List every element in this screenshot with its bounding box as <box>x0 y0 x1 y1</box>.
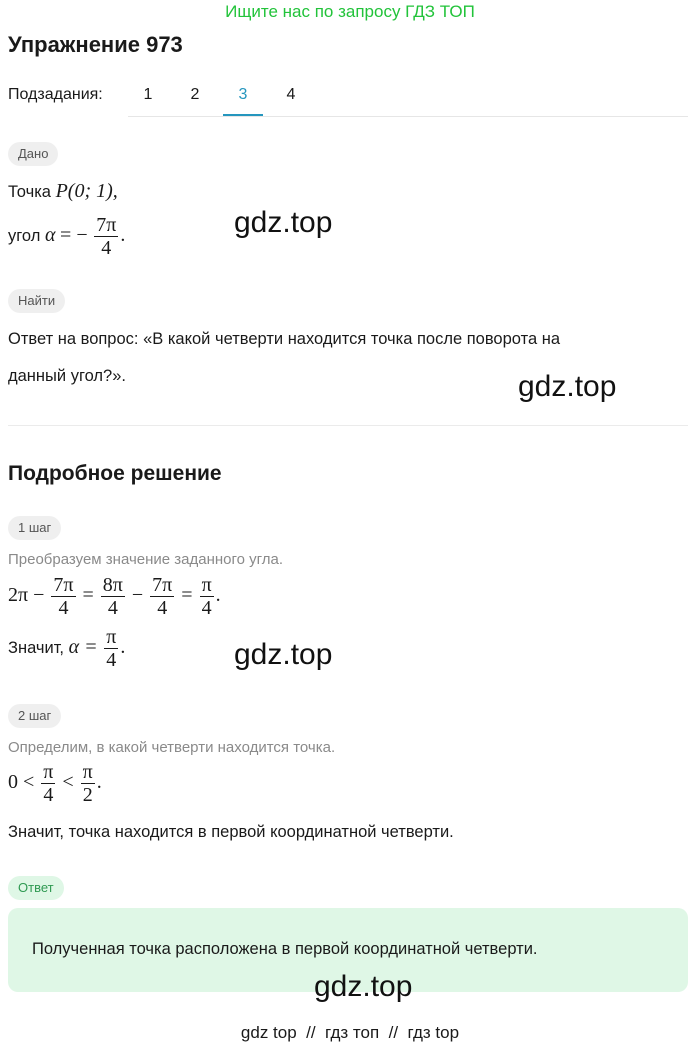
step2-badge: 2 шаг <box>8 704 61 728</box>
find-badge: Найти <box>8 289 65 313</box>
step1-f1-num: 7π <box>53 574 74 596</box>
footer-link-gdz-top-ru[interactable]: гдз топ <box>325 1023 380 1042</box>
step1-end: . <box>215 584 221 607</box>
answer-text: Полученная точка расположена в первой координатной четверти. <box>32 940 538 958</box>
tab-subtask-4[interactable]: 4 <box>286 86 296 103</box>
solution-heading: Подробное решение <box>8 462 222 485</box>
step1-eq-sign-1: = <box>82 584 94 607</box>
step1-c-den: 4 <box>106 649 117 671</box>
step1-fraction-1 <box>51 574 75 619</box>
subtasks-label: Подзадания: <box>8 86 103 103</box>
step1-f2-den: 4 <box>107 597 118 619</box>
step2-ineq-start: 0 < <box>8 771 35 794</box>
step2-fraction-2 <box>81 761 95 806</box>
tab-subtask-3[interactable]: 3 <box>223 76 263 116</box>
step1-equation <box>8 574 221 619</box>
given-point-label: Точка <box>8 183 51 201</box>
watermark-1: gdz.top <box>234 206 333 239</box>
given-point <box>8 180 118 203</box>
step1-conclusion <box>8 626 125 671</box>
step1-f3-num: 7π <box>152 574 173 596</box>
step1-fraction-4 <box>200 574 214 619</box>
given-eq-minus: = − <box>60 223 88 246</box>
step2-description: Определим, в какой четверти находится точка. <box>8 739 336 756</box>
given-fraction-den: 4 <box>101 237 112 259</box>
footer-separator-1: // <box>306 1023 316 1042</box>
given-end: . <box>120 223 126 246</box>
step1-c-num: π <box>106 626 117 648</box>
answer-badge: Ответ <box>8 876 64 900</box>
footer-link-gdz-top-mixed[interactable]: гдз top <box>407 1023 460 1042</box>
watermark-3: gdz.top <box>234 638 333 671</box>
page-title: Упражнение 973 <box>8 32 183 57</box>
step2-fraction-1 <box>41 761 55 806</box>
tab-subtask-2[interactable]: 2 <box>190 86 200 103</box>
watermark-4: gdz.top <box>314 970 413 1003</box>
step1-conclusion-fraction <box>104 626 118 671</box>
footer-separator-2: // <box>388 1023 399 1042</box>
step1-f1-den: 4 <box>58 597 69 619</box>
step2-f2-den: 2 <box>82 784 93 806</box>
step2-inequality <box>8 761 102 806</box>
step2-conclusion: Значит, точка находится в первой координатной четверти. <box>8 823 454 841</box>
promo-banner: Ищите нас по запросу ГДЗ ТОП <box>225 2 475 21</box>
find-line-1: Ответ на вопрос: «В какой четверти находится точка после поворота на <box>8 330 561 348</box>
step1-f2-num: 8π <box>102 574 123 596</box>
given-angle <box>8 214 125 259</box>
subtask-tabs <box>128 76 688 117</box>
given-badge: Дано <box>8 142 58 166</box>
given-fraction-num: 7π <box>96 214 117 236</box>
step1-f4-den: 4 <box>201 597 212 619</box>
find-line-2: данный угол?». <box>8 367 126 385</box>
step1-eq-start: 2π − <box>8 584 45 607</box>
footer-links <box>0 1023 700 1043</box>
watermark-2: gdz.top <box>518 370 617 403</box>
step1-badge: 1 шаг <box>8 516 61 540</box>
section-divider <box>8 425 688 426</box>
step1-conclusion-text: Значит, <box>8 638 65 657</box>
given-alpha: α <box>44 223 56 246</box>
step1-alpha-eq: α = <box>68 635 98 658</box>
step2-f1-num: π <box>43 761 54 783</box>
given-angle-label: угол <box>8 226 41 245</box>
step1-description: Преобразуем значение заданного угла. <box>8 551 284 568</box>
step2-end: . <box>96 771 102 794</box>
step1-f3-den: 4 <box>157 597 168 619</box>
step1-minus: − <box>131 584 144 607</box>
given-fraction <box>94 214 118 259</box>
step1-eq-sign-2: = <box>181 584 193 607</box>
step1-f4-num: π <box>201 574 212 596</box>
tab-subtask-1[interactable]: 1 <box>143 86 153 103</box>
step2-lt: < <box>62 771 74 794</box>
step1-fraction-2 <box>101 574 125 619</box>
step2-f2-num: π <box>82 761 93 783</box>
step1-fraction-3 <box>150 574 174 619</box>
given-point-math: P(0; 1), <box>55 180 118 202</box>
step2-f1-den: 4 <box>43 784 54 806</box>
step1-c-end: . <box>120 635 126 658</box>
footer-link-gdz-top[interactable]: gdz top <box>240 1023 297 1042</box>
